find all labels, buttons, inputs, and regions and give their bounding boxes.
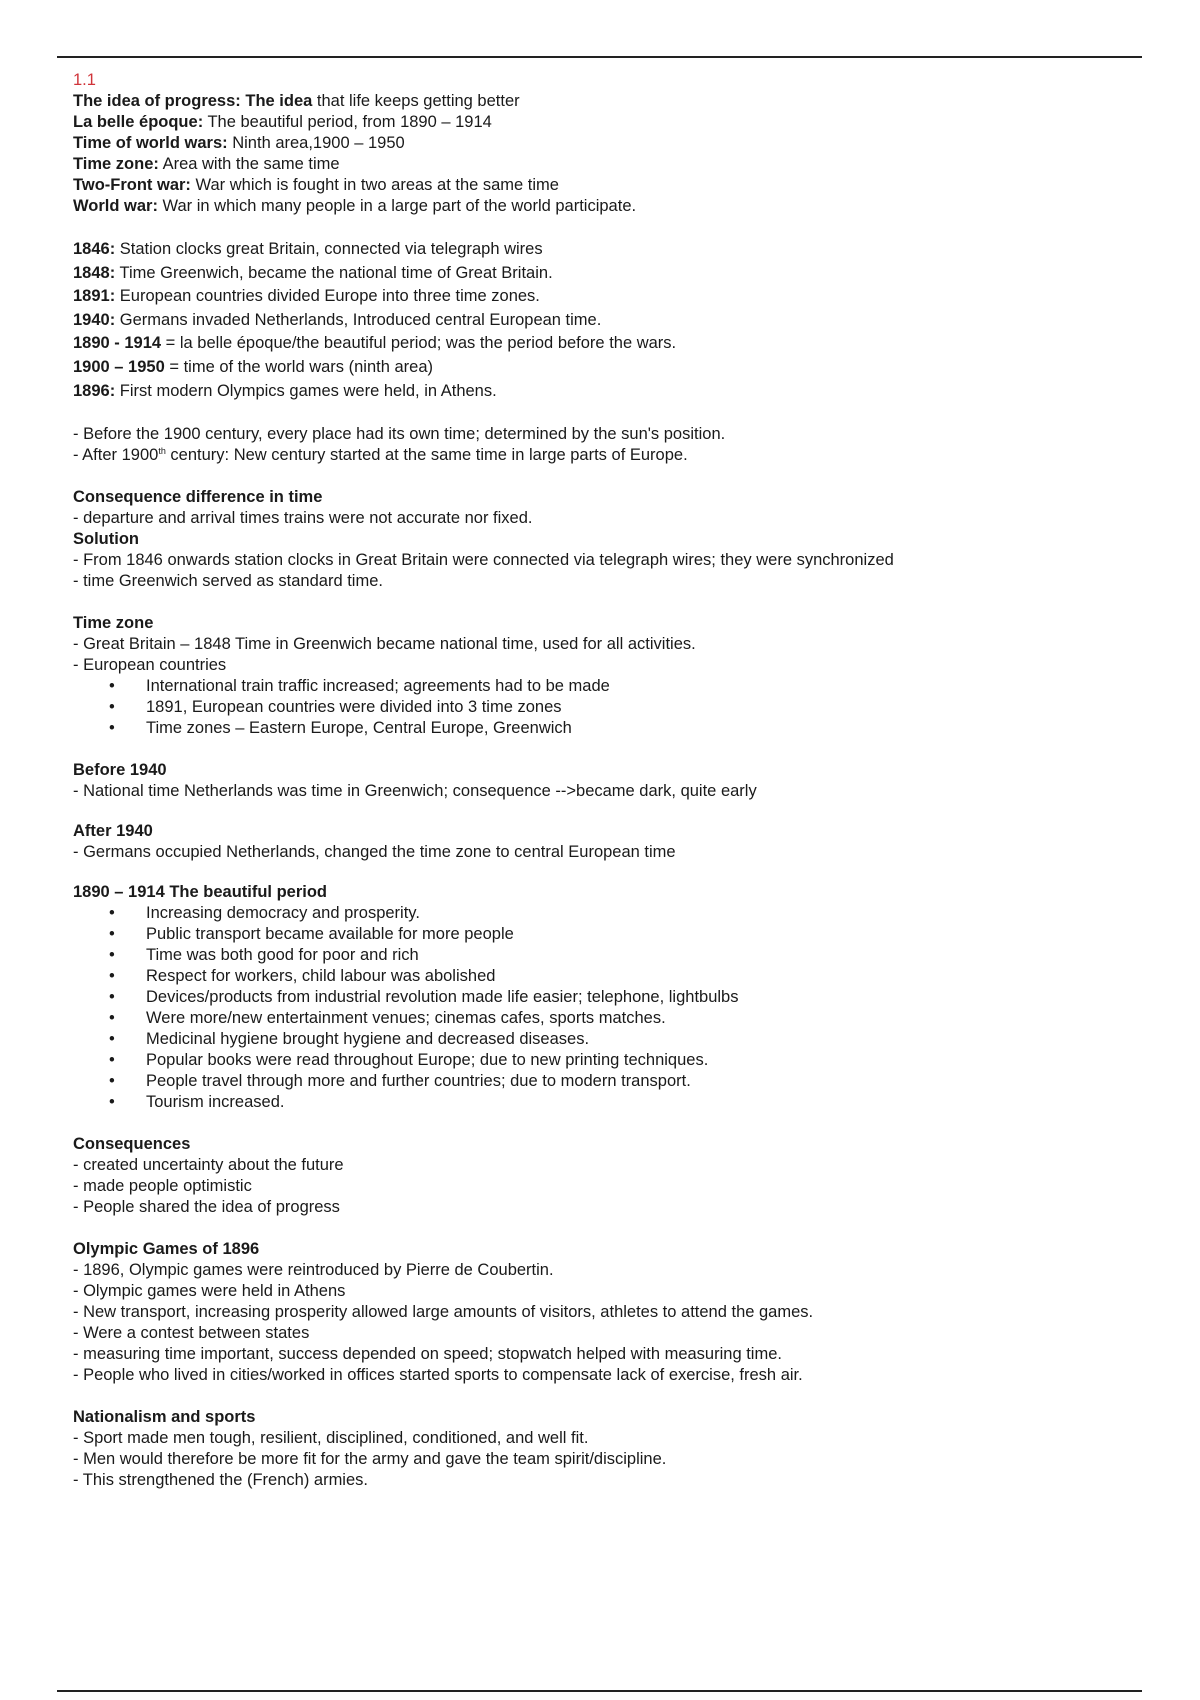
timeline-entry: 1900 – 1950 = time of the world wars (ninth area) (73, 357, 434, 376)
section-heading: Olympic Games of 1896 (73, 1240, 260, 1259)
note-line: - New transport, increasing prosperity allowed large amounts of visitors, athletes to attend the games. (73, 1303, 814, 1322)
section-heading: Nationalism and sports (73, 1408, 256, 1427)
olympics-section (73, 1239, 1133, 1386)
bullet-item: • Time zones – Eastern Europe, Central Europe, Greenwich (109, 719, 572, 738)
note-line: - From 1846 onwards station clocks in Great Britain were connected via telegraph wires; they were synchronized (73, 551, 894, 570)
timeline-entry: 1846: Station clocks great Britain, connected via telegraph wires (73, 240, 543, 258)
bullet-item: • Respect for workers, child labour was abolished (109, 967, 496, 986)
timeline (73, 238, 1133, 403)
note-line: - Men would therefore be more fit for the army and gave the team spirit/discipline. (73, 1450, 667, 1469)
definition-line: The idea of progress: The idea that life keeps getting better (73, 92, 520, 110)
section-heading: Consequences (73, 1135, 191, 1154)
bullet-item: • People travel through more and further countries; due to modern transport. (109, 1072, 691, 1091)
time-zone-section (73, 613, 1133, 739)
note-line: - created uncertainty about the future (73, 1156, 344, 1175)
bullet-dot-icon: • (109, 967, 115, 986)
bullet-item: • Medicinal hygiene brought hygiene and decreased diseases. (109, 1030, 590, 1049)
nationalism-section (73, 1407, 1133, 1491)
note-line: - departure and arrival times trains were not accurate nor fixed. (73, 509, 533, 528)
timeline-entry: 1890 - 1914 = la belle époque/the beautiful period; was the period before the wars. (73, 334, 677, 353)
section-heading: After 1940 (73, 822, 153, 841)
bullet-list (73, 903, 1133, 1113)
bullet-dot-icon: • (109, 988, 115, 1007)
bullet-dot-icon: • (109, 698, 115, 717)
note-line: - 1896, Olympic games were reintroduced by Pierre de Coubertin. (73, 1261, 554, 1280)
section-heading: Time zone (73, 614, 154, 633)
definition-line: Time of world wars: Ninth area,1900 – 1950 (73, 134, 405, 152)
bullet-dot-icon: • (109, 1072, 115, 1091)
bullet-dot-icon: • (109, 677, 115, 696)
bullet-item: • International train traffic increased; agreements had to be made (109, 677, 610, 696)
note-line: - European countries (73, 656, 227, 675)
bullet-dot-icon: • (109, 1009, 115, 1028)
timeline-entry: 1891: European countries divided Europe into three time zones. (73, 287, 540, 306)
note-line: - made people optimistic (73, 1177, 252, 1196)
note-line: - measuring time important, success depended on speed; stopwatch helped with measuring time. (73, 1345, 782, 1364)
consequences-section (73, 1134, 1133, 1218)
bullet-item: • 1891, European countries were divided into 3 time zones (109, 698, 562, 717)
bullet-dot-icon: • (109, 1030, 115, 1049)
notes-page (73, 70, 1133, 1491)
bullet-list (73, 676, 1133, 739)
note-line: - Sport made men tough, resilient, disciplined, conditioned, and well fit. (73, 1429, 589, 1448)
section-number: 1.1 (73, 71, 96, 89)
note-line: - Germans occupied Netherlands, changed the time zone to central European time (73, 843, 676, 862)
timeline-entry: 1848: Time Greenwich, became the national time of Great Britain. (73, 263, 553, 282)
definition-line: Two-Front war: War which is fought in two areas at the same time (73, 176, 559, 194)
note-line: - time Greenwich served as standard time. (73, 572, 383, 591)
section-heading: Consequence difference in time (73, 488, 323, 507)
century-line: - After 1900th century: New century started at the same time in large parts of Europe. (73, 446, 688, 465)
bullet-dot-icon: • (109, 719, 115, 738)
bullet-dot-icon: • (109, 925, 115, 944)
bullet-dot-icon: • (109, 904, 115, 923)
note-line: - Were a contest between states (73, 1324, 310, 1343)
top-rule (57, 56, 1142, 58)
bottom-rule (57, 1690, 1142, 1692)
note-line: - Olympic games were held in Athens (73, 1282, 346, 1301)
note-line: - National time Netherlands was time in Greenwich; consequence -->became dark, quite early (73, 782, 757, 801)
section-heading: 1890 – 1914 The beautiful period (73, 883, 328, 902)
timeline-entry: 1896: First modern Olympics games were held, in Athens. (73, 381, 497, 400)
beautiful-period-section (73, 882, 1133, 1113)
bullet-item: • Public transport became available for more people (109, 925, 514, 944)
after-1940-section (73, 821, 1133, 863)
note-line: - People shared the idea of progress (73, 1198, 340, 1217)
note-line: - This strengthened the (French) armies. (73, 1471, 368, 1490)
section-heading: Solution (73, 530, 139, 549)
bullet-item: • Time was both good for poor and rich (109, 946, 419, 965)
consequence-time-section (73, 487, 1133, 592)
century-line: - Before the 1900 century, every place had its own time; determined by the sun's position. (73, 425, 726, 444)
definition-line: World war: War in which many people in a large part of the world participate. (73, 197, 637, 215)
bullet-dot-icon: • (109, 1051, 115, 1070)
note-line: - People who lived in cities/worked in offices started sports to compensate lack of exercise, fresh air. (73, 1366, 803, 1385)
section-heading: Before 1940 (73, 761, 167, 780)
bullet-item: • Tourism increased. (109, 1093, 285, 1112)
timeline-entry: 1940: Germans invaded Netherlands, Introduced central European time. (73, 310, 602, 329)
bullet-dot-icon: • (109, 1093, 115, 1112)
definitions (73, 91, 1133, 217)
bullet-item: • Increasing democracy and prosperity. (109, 904, 420, 923)
century-notes (73, 424, 1133, 466)
bullet-item: • Popular books were read throughout Europe; due to new printing techniques. (109, 1051, 709, 1070)
definition-line: Time zone: Area with the same time (73, 155, 340, 173)
bullet-item: • Devices/products from industrial revolution made life easier; telephone, lightbulbs (109, 988, 739, 1007)
bullet-dot-icon: • (109, 946, 115, 965)
bullet-item: • Were more/new entertainment venues; cinemas cafes, sports matches. (109, 1009, 666, 1028)
definition-line: La belle époque: The beautiful period, from 1890 – 1914 (73, 113, 492, 131)
note-line: - Great Britain – 1848 Time in Greenwich became national time, used for all activities. (73, 635, 696, 654)
before-1940-section (73, 760, 1133, 802)
